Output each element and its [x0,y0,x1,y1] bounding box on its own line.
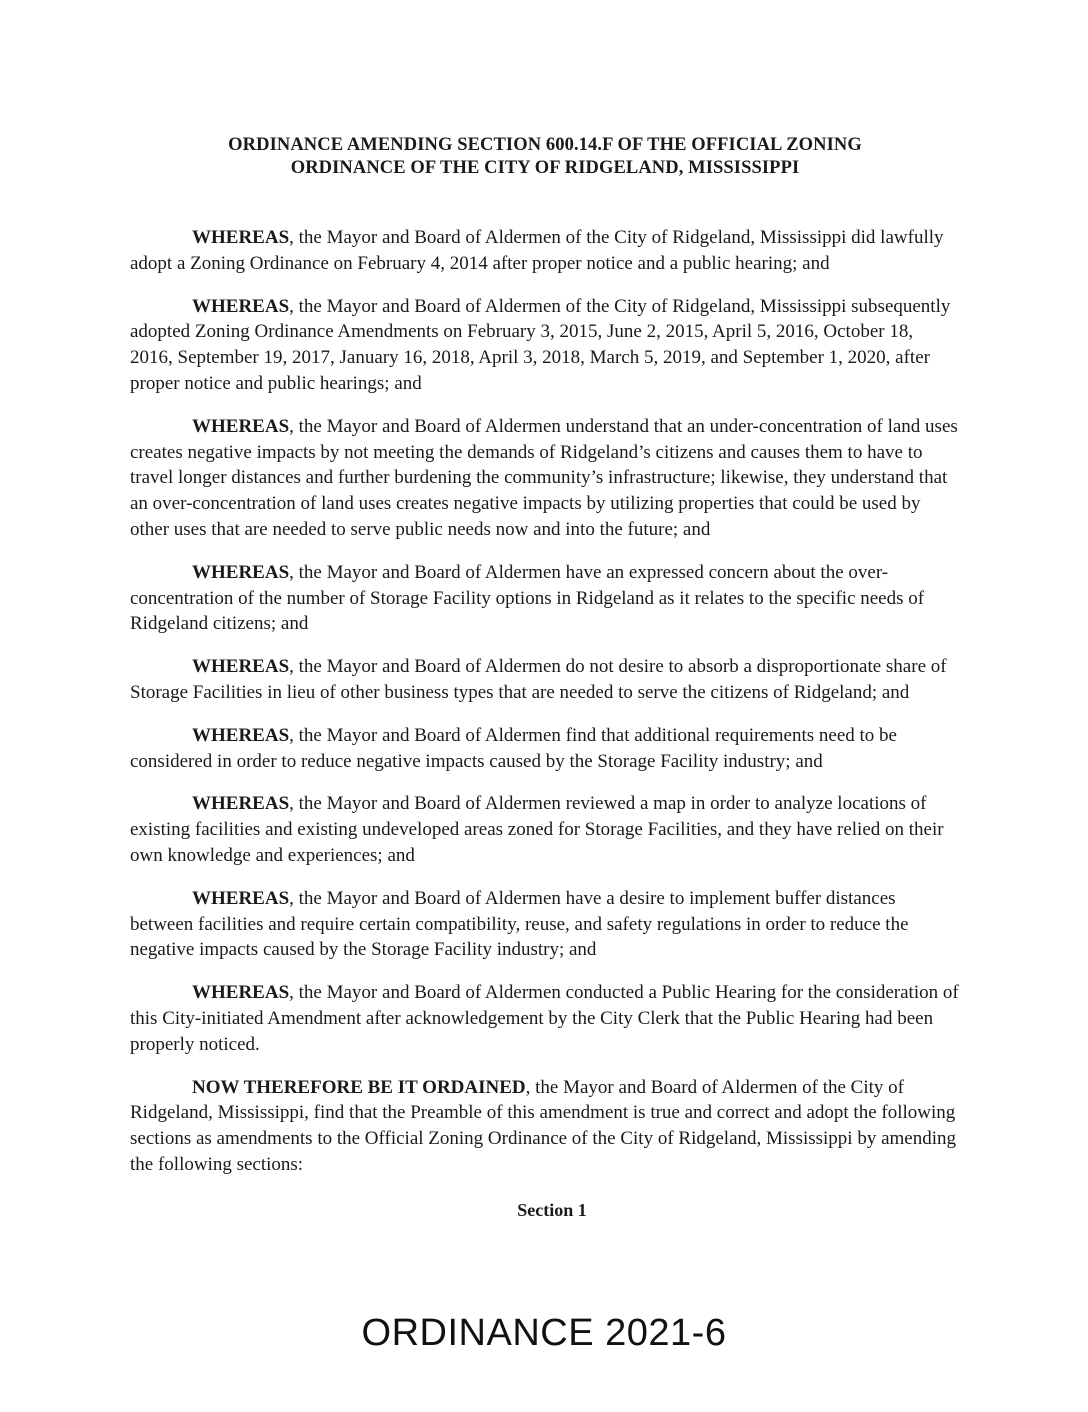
paragraph-text: , the Mayor and Board of Aldermen of the City of Ridgeland, Mississippi subsequently adopted Zoning Ordinance Amendments on February 3, 2015, June 2, 2015, April 5, 2016, October 18, 2016, September 19, 2017, January 16, 2018, April 3, 2018, March 5, 2019, and September 1, 2020, after proper notice and public hearings; and [130,295,951,394]
whereas-paragraph-7 [130,791,960,868]
paragraph-lead: NOW THEREFORE BE IT ORDAINED [192,1076,526,1098]
paragraph-lead: WHEREAS [192,227,290,248]
paragraph-lead: WHEREAS [192,887,290,909]
whereas-paragraph-2 [130,294,960,397]
document-title [130,134,960,180]
whereas-paragraph-5 [130,654,960,706]
paragraph-lead: WHEREAS [192,415,290,437]
whereas-paragraph-3 [130,414,960,543]
whereas-paragraph-6 [130,723,960,775]
paragraph-lead: WHEREAS [192,724,290,746]
ordained-paragraph [130,1075,960,1178]
paragraph-text: , the Mayor and Board of Aldermen conducted a Public Hearing for the consideration of this City-initiated Amendment after acknowledgement by the City Clerk that the Public Hearing had been properly noticed. [130,982,959,1055]
paragraph-text: , the Mayor and Board of Aldermen do not desire to absorb a disproportionate share of Storage Facilities in lieu of other business types that are needed to serve the citizens of Ridgeland; and [130,656,947,703]
paragraph-text: , the Mayor and Board of Aldermen of the City of Ridgeland, Mississippi did lawfully adopt a Zoning Ordinance on February 4, 2014 after proper notice and a public hearing; and [130,227,944,274]
whereas-paragraph-9 [130,980,960,1057]
paragraph-lead: WHEREAS [192,793,290,815]
title-line-2: ORDINANCE OF THE CITY OF RIDGELAND, MISSISSIPPI [290,158,800,178]
ordinance-number-label: ORDINANCE 2021-6 [361,1312,727,1354]
paragraph-text: , the Mayor and Board of Aldermen understand that an under-concentration of land uses creates negative impacts by not meeting the demands of Ridgeland’s citizens and causes them to have to travel longer distances and further burdening the community’s infrastructure; likewise, they understand that an over-concentration of land uses creates negative impacts by utilizing properties that could be used by other uses that are needed to serve public needs now and into the future; and [130,415,958,540]
paragraph-lead: WHEREAS [192,656,290,678]
whereas-paragraph-4 [130,560,960,637]
paragraph-text: , the Mayor and Board of Aldermen have an expressed concern about the over-concentration of the number of Storage Facility options in Ridgeland as it relates to the specific needs of Ridgeland citizens; and [130,561,925,635]
whereas-paragraph-1 [130,225,960,277]
paragraph-lead: WHEREAS [192,561,290,583]
section-heading: Section 1 [517,1199,587,1220]
paragraph-text: , the Mayor and Board of Aldermen find that additional requirements need to be considered in order to reduce negative impacts caused by the Storage Facility industry; and [130,724,897,772]
paragraph-text: , the Mayor and Board of Aldermen of the City of Ridgeland, Mississippi, find that the Preamble of this amendment is true and correct and adopt the following sections as amendments to the Official Zoning Ordinance of the City of Ridgeland, Mississippi by amending the following sections: [130,1076,957,1175]
title-line-1: ORDINANCE AMENDING SECTION 600.14.F OF THE OFFICIAL ZONING [228,135,862,155]
paragraph-text: , the Mayor and Board of Aldermen have a desire to implement buffer distances between facilities and require certain compatibility, reuse, and safety regulations in order to reduce the negative impacts caused by the Storage Facility industry; and [130,887,909,961]
whereas-paragraph-8 [130,886,960,963]
paragraph-lead: WHEREAS [192,295,290,317]
paragraph-lead: WHEREAS [192,982,290,1004]
document-page [130,134,960,1221]
paragraph-text: , the Mayor and Board of Aldermen reviewed a map in order to analyze locations of existing facilities and existing undeveloped areas zoned for Storage Facilities, and they have relied on their own knowledge and experiences; and [130,793,944,866]
